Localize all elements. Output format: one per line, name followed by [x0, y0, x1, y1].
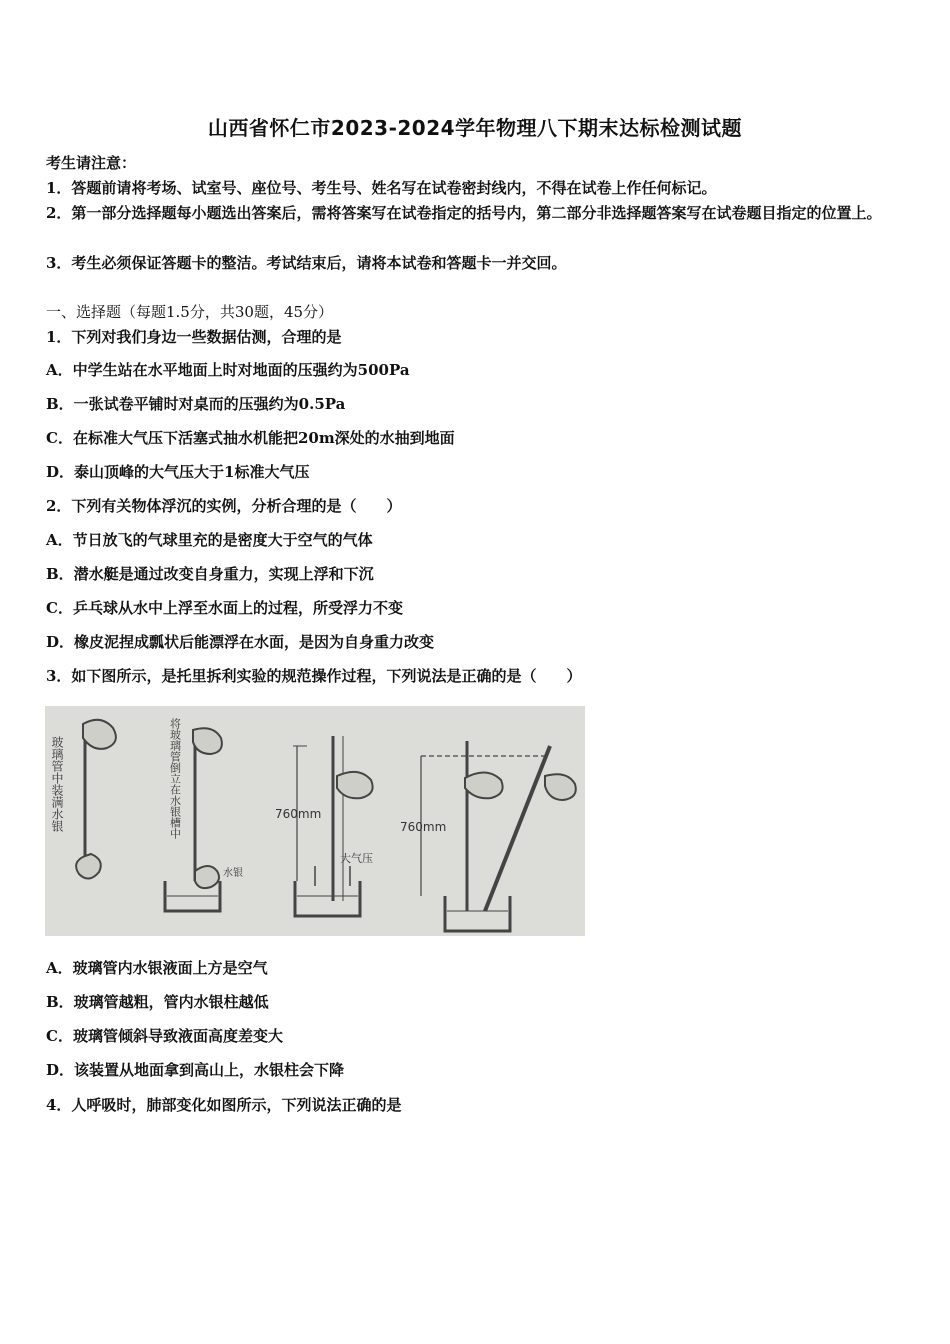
answer-option: D．该装置从地面拿到高山上，水银柱会下降: [46, 1061, 345, 1079]
answer-option: C．玻璃管倾斜导致液面高度差变大: [46, 1027, 283, 1045]
answer-option: B．潜水艇是通过改变自身重力，实现上浮和下沉: [46, 565, 374, 583]
notice-heading: 考生请注意：: [46, 154, 137, 172]
question-stem: 2．下列有关物体浮沉的实例，分析合理的是（ ）: [46, 497, 402, 515]
torricelli-experiment-figure: [45, 706, 585, 936]
notice-item: 2．第一部分选择题每小题选出答案后，需将答案写在试卷指定的括号内，第二部分非选择题答案写在试卷题目指定的位置上。: [46, 204, 882, 222]
answer-option: A．中学生站在水平地面上时对地面的压强约为500Pa: [46, 361, 410, 379]
answer-option: C．乒乓球从水中上浮至水面上的过程，所受浮力不变: [46, 599, 403, 617]
figure-label: 玻璃管中装满水银: [50, 736, 64, 832]
answer-option: D．橡皮泥捏成瓢状后能漂浮在水面，是因为自身重力改变: [46, 633, 435, 651]
exam-title: 山西省怀仁市2023-2024学年物理八下期末达标检测试题: [207, 116, 743, 140]
height-label: 760mm: [275, 807, 322, 821]
answer-option: C．在标准大气压下活塞式抽水机能把20m深处的水抽到地面: [46, 429, 455, 447]
notice-item: 1．答题前请将考场、试室号、座位号、考生号、姓名写在试卷密封线内，不得在试卷上作任何标记。: [46, 179, 717, 197]
question-stem: 1．下列对我们身边一些数据估测，合理的是: [46, 328, 342, 346]
answer-option: B．玻璃管越粗，管内水银柱越低: [46, 993, 269, 1011]
section-heading: 一、选择题（每题1.5分，共30题，45分）: [46, 303, 334, 321]
tube-inverting-illustration: [165, 717, 243, 911]
figure-label: 将玻璃管倒立在水银槽中: [168, 718, 182, 839]
figure-label: 大气压: [340, 852, 373, 865]
height-label: 760mm: [400, 820, 447, 834]
question-stem: 3．如下图所示，是托里拆利实验的规范操作过程，下列说法是正确的是（ ）: [46, 667, 582, 685]
notice-item: 3．考生必须保证答题卡的整洁。考试结束后，请将本试卷和答题卡一并交回。: [46, 254, 567, 272]
vertical-tube-illustration: [275, 736, 373, 916]
figure-label: 水银: [223, 868, 243, 879]
answer-option: D．泰山顶峰的大气压大于1标准大气压: [46, 463, 310, 481]
tube-filling-illustration: [50, 720, 116, 879]
answer-option: B．一张试卷平铺时对桌而的压强约为0.5Pa: [46, 395, 346, 413]
answer-option: A．节日放飞的气球里充的是密度大于空气的气体: [46, 531, 373, 549]
tilted-tube-illustration: [400, 741, 576, 931]
answer-option: A．玻璃管内水银液面上方是空气: [46, 959, 268, 977]
question-stem: 4．人呼吸时，肺部变化如图所示，下列说法正确的是: [46, 1096, 402, 1114]
